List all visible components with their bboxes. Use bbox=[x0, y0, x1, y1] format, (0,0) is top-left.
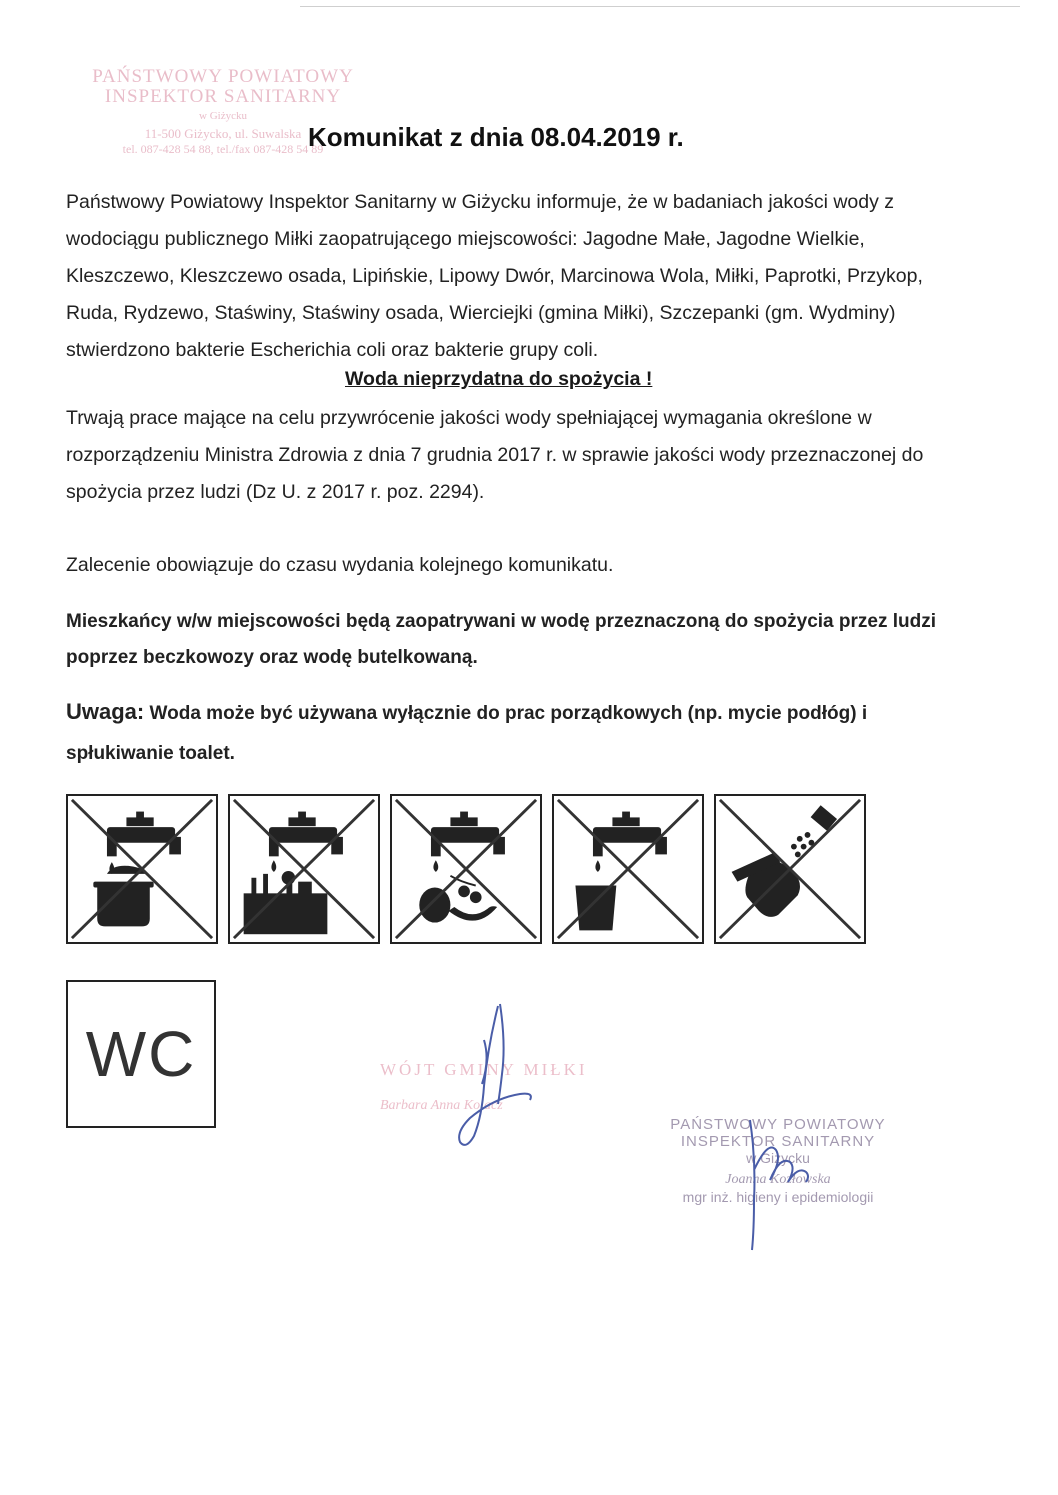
no-personal-hygiene-icon bbox=[714, 794, 866, 944]
no-dishwashing-icon bbox=[228, 794, 380, 944]
usage-note bbox=[66, 692, 966, 774]
header-stamp-line2: INSPEKTOR SANITARNY bbox=[104, 86, 342, 107]
supply-paragraph: Mieszkańcy w/w miejscowości będą zaopatrywani w wodę przeznaczoną do spożycia przez ludzi poprzez beczkowozy oraz wodę butelkowaną. bbox=[66, 611, 937, 668]
no-drinking-icon bbox=[552, 794, 704, 944]
prohibition-icons bbox=[66, 794, 886, 954]
no-cooking-icon bbox=[66, 794, 218, 944]
inspector-stamp-line4: Joanna Kozłowska bbox=[725, 1172, 831, 1187]
header-stamp-line3: w Giżycku bbox=[199, 110, 247, 122]
inspector-stamp-line5: mgr inż. higieny i epidemiologii bbox=[682, 1189, 874, 1205]
announcement-paragraph: Państwowy Powiatowy Inspektor Sanitarny w Giżycku informuje, że w badaniach jakości wody z wodociągu publicznego Miłki zaopatrującego miejscowości: Jagodne Małe, Jagodne Wielkie, Kleszczewo, Kleszczewo osada, Lipińskie, Lipowy Dwór, Marcinowa Wola, Miłki, Paprotki, Przykop, Ruda, Rydzewo, Staświny, Staświny osada, Wierciejki (gmina Miłki), Szczepanki (gm. Wydminy) stwierdzono bakterie Escherichia coli oraz bakterie grupy coli. bbox=[66, 191, 923, 361]
validity-paragraph: Zalecenie obowiązuje do czasu wydania kolejnego komunikatu. bbox=[66, 554, 614, 576]
wojt-stamp bbox=[380, 1060, 600, 1114]
note-lead: Uwaga: bbox=[66, 699, 145, 724]
repair-paragraph: Trwają prace mające na celu przywrócenie jakości wody spełniającej wymagania określone w rozporządzeniu Ministra Zdrowia z dnia 7 grudnia 2017 r. w sprawie jakości wody przeznaczonej do spożycia przez ludzi (Dz U. z 2017 r. poz. 2294). bbox=[66, 407, 924, 503]
no-washing-food-icon bbox=[390, 794, 542, 944]
note-text: Woda może być używana wyłącznie do prac porządkowych (np. mycie podłóg) i spłukiwanie toalet. bbox=[66, 703, 868, 764]
warning-heading: Woda nieprzydatna do spożycia ! bbox=[345, 368, 653, 390]
header-stamp-line5: tel. 087-428 54 88, tel./fax 087-428 54 89 bbox=[122, 142, 324, 156]
wc-allowed-icon bbox=[66, 980, 216, 1128]
wojt-stamp-name: Barbara Anna Kolacz bbox=[380, 1098, 503, 1113]
header-stamp-line1: PAŃSTWOWY POWIATOWY bbox=[92, 66, 354, 87]
inspector-stamp bbox=[648, 1116, 908, 1206]
inspector-stamp-line1: PAŃSTWOWY POWIATOWY bbox=[670, 1116, 886, 1133]
header-stamp-line4: 11-500 Giżycko, ul. Suwalska bbox=[144, 126, 302, 141]
inspector-stamp-line3: w Giżycku bbox=[746, 1150, 810, 1166]
scan-edge-line bbox=[300, 6, 1020, 7]
wc-label: WC bbox=[85, 1018, 197, 1090]
inspector-stamp-line2: INSPEKTOR SANITARNY bbox=[680, 1133, 876, 1150]
page-title: Komunikat z dnia 08.04.2019 r. bbox=[308, 122, 684, 152]
wojt-stamp-title: WÓJT GMINY MIŁKI bbox=[380, 1060, 588, 1079]
